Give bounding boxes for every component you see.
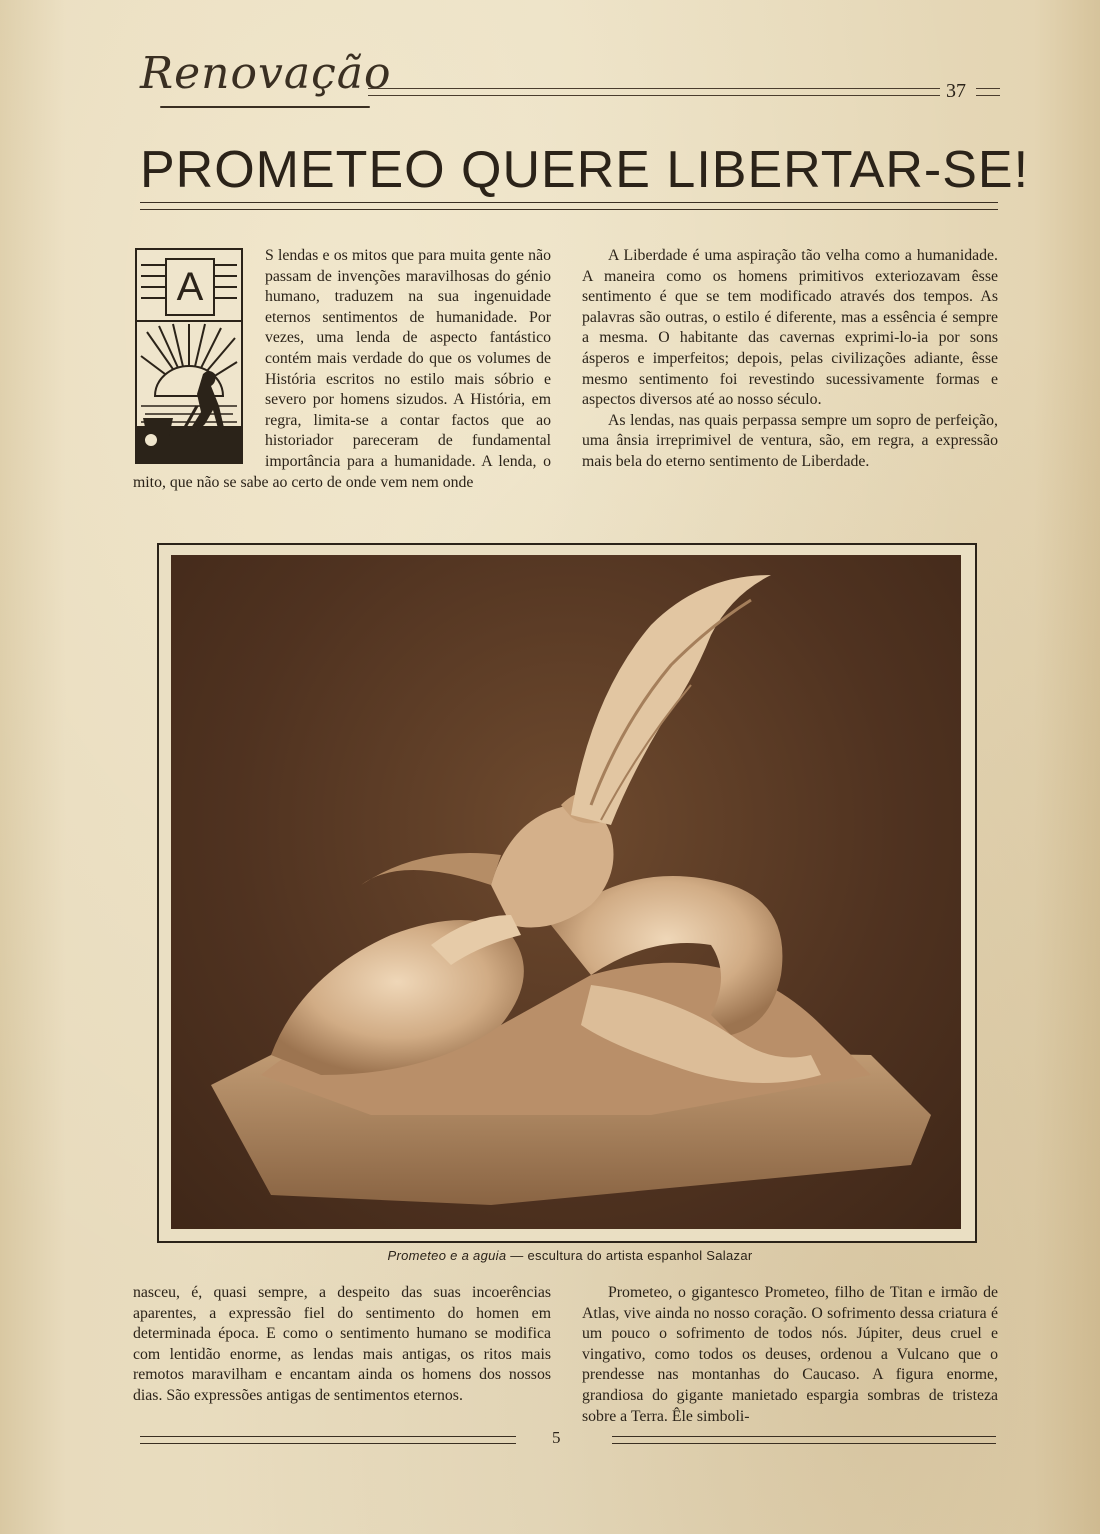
- left-column-top: [133, 246, 551, 493]
- legends-paragraph: As lendas, nas quais perpassa sempre um sopro de perfeição, uma ânsia irreprimivel de ventura, são, em regra, a expressão mais bela do eterno sentimento de Liberdade.: [582, 411, 998, 470]
- folio-number: 5: [552, 1428, 561, 1447]
- title-rule: [140, 202, 998, 210]
- caption-credit: — escultura do artista espanhol Salazar: [506, 1248, 753, 1263]
- logo-flourish: [160, 106, 370, 108]
- header-rule-end: [976, 88, 1000, 96]
- dropcap-bars-left: [141, 264, 165, 308]
- right-column-top: [582, 246, 998, 473]
- continuation-paragraph: nasceu, é, quasi sempre, a despeito das suas incoerências aparentes, a expressão fiel do sentimento do homen em determinada época. E como o sentimento humano se modifica com lentidão enorme, as lendas mais antigas, os ritos mais remotos maravilham e encantam ainda os homens dos nossos dias. São expressões antigas de sentimentos eternos.: [133, 1284, 551, 1404]
- page-number: 37: [946, 80, 966, 102]
- left-column-bottom: [133, 1283, 551, 1407]
- intro-paragraph: S lendas e os mitos que para muita gente não passam de invenções maravilhosas do génio humano, traduzem na sua ingenuidade eternos sentimentos de humanidade. Por vezes, uma lenda de aspecto fantástico contém mais verdade do que os volumes de História escritos no estilo mais sóbrio e severo por homens sizudos. A História, em regra, limita-se a contar factos que ao historiador pareceram de fundamental importância para a humanidade. A lenda, o mito, que não se sabe ao certo de onde vem nem onde: [133, 247, 551, 491]
- right-column-bottom: [582, 1283, 998, 1427]
- dropcap-bars-right: [213, 264, 237, 308]
- illustrated-dropcap: [135, 248, 243, 464]
- sculpture-photo-frame: [157, 543, 977, 1243]
- dropcap-letter: A: [165, 258, 215, 316]
- masthead: [140, 40, 1000, 120]
- liberty-paragraph: A Liberdade é uma aspiração tão velha como a humanidade. A maneira como os homens primitivos exteriozavam êsse sentimento é que se tem modificado através dos tempos. As palavras são outras, o estilo é diferente, mas a essência é sempre a mesma. O habitante das cavernas exprimi-lo-ia por sons ásperos e imperfeitos; depois, pelas civilizações adiante, êsse mesmo sentimento foi revestindo sucessivamente formas e aspectos diversos até ao nosso século.: [582, 247, 998, 409]
- magazine-logo: Renovação: [140, 48, 392, 99]
- footer-rule-right: [612, 1436, 996, 1444]
- article-title: PROMETEO QUERE LIBERTAR-SE!: [140, 141, 1030, 199]
- sunrise-worker-illustration: [137, 322, 241, 462]
- sculpture-photo: [171, 555, 961, 1229]
- prometheus-paragraph: Prometeo, o gigantesco Prometeo, filho de Titan e irmão de Atlas, vive ainda no nosso coração. O sofrimento dessa criatura é um pouco o sofrimento de todos nós. Júpiter, deus cruel e vingativo, como todos os deuses, ordenou a Vulcano que o prendesse nas montanhas do Caucaso. A figura enorme, grandiosa do gigante manietado espargia sombras de tristeza sobre a Terra. Êle simboli-: [582, 1284, 998, 1425]
- footer-rule-left: [140, 1436, 516, 1444]
- caption-title: Prometeo e a aguia: [387, 1248, 507, 1263]
- photo-caption: [140, 1248, 1000, 1263]
- header-rule: [368, 88, 940, 96]
- prometheus-eagle-sculpture: [171, 555, 961, 1229]
